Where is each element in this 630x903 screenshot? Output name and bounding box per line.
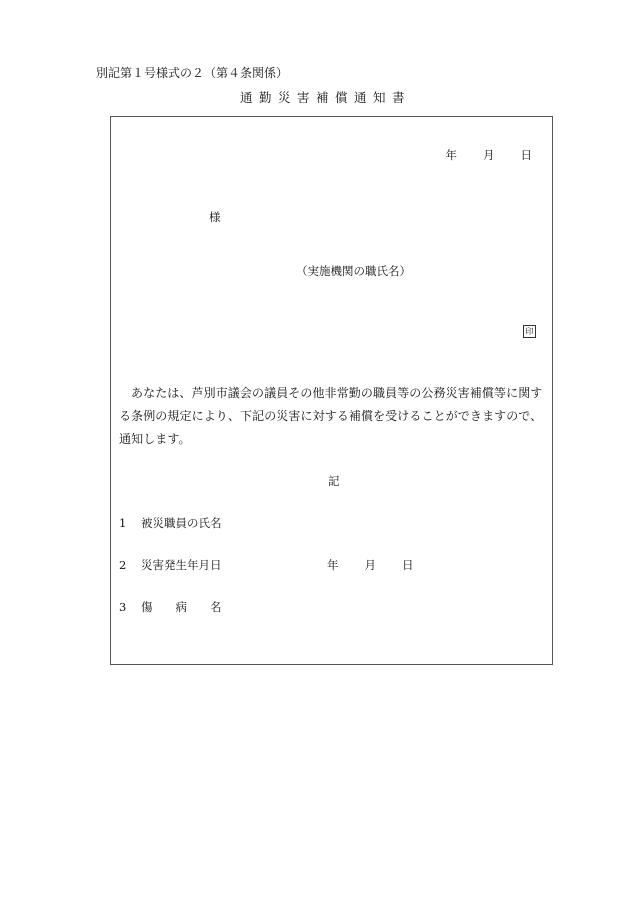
item-number: 2 xyxy=(119,558,127,572)
notice-frame xyxy=(110,116,553,665)
ki-heading: 記 xyxy=(328,474,340,488)
form-reference: 別記第１号様式の２（第４条関係） xyxy=(96,66,289,80)
item-label: 災害発生年月日 xyxy=(141,558,222,572)
item-victim-name xyxy=(119,515,222,531)
seal-mark: 印 xyxy=(523,325,536,338)
year-label: 年 xyxy=(327,558,339,572)
addressee-suffix: 様 xyxy=(209,210,221,224)
item-number: 3 xyxy=(119,600,127,614)
year-label: 年 xyxy=(445,148,457,162)
day-label: 日 xyxy=(520,148,532,162)
notice-body-text: あなたは、芦別市議会の議員その他非常勤の職員等の公務災害補償等に関する条例の規定により、下記の災害に対する補償を受けることができますので、通知します。 xyxy=(119,386,543,446)
month-label: 月 xyxy=(364,558,376,572)
item-label: 被災職員の氏名 xyxy=(141,516,222,530)
item-incident-date xyxy=(119,557,222,573)
month-label: 月 xyxy=(483,148,495,162)
incident-date-fields xyxy=(327,557,414,573)
issuer-name: （実施機関の職氏名） xyxy=(296,264,411,278)
issue-date-line xyxy=(446,147,533,163)
document-title: 通勤災害補償通知書 xyxy=(240,90,412,105)
item-injury-name xyxy=(119,599,222,615)
item-label: 傷 病 名 xyxy=(141,600,222,614)
item-number: 1 xyxy=(119,516,127,530)
day-label: 日 xyxy=(402,558,414,572)
